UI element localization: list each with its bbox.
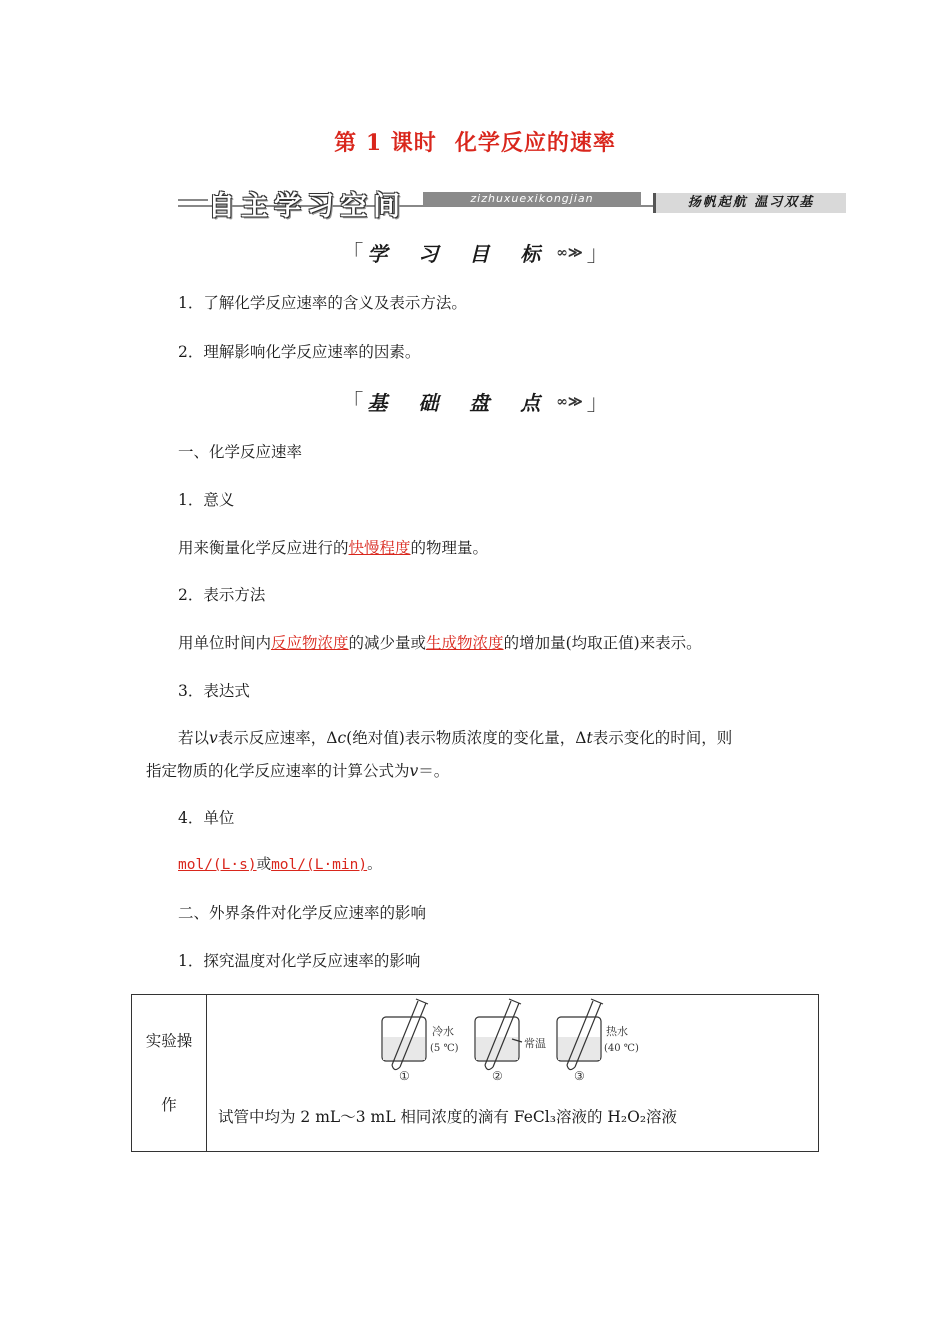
subheading-method: 2．表示方法 <box>178 586 266 604</box>
title-topic: 化学反应的速率 <box>454 130 616 156</box>
knot-icon: ∞≫ <box>556 393 583 410</box>
table-description: 试管中均为 2 mL～3 mL 相同浓度的滴有 FeCl₃溶液的 H₂O₂溶液 <box>218 1108 678 1126</box>
answer-blank: 快慢程度 <box>348 539 411 557</box>
banner-main-text: 自主学习空间 <box>208 191 406 222</box>
answer-blank: mol/(L·s) <box>178 857 257 873</box>
section-basics-heading: 「 基 础 盘 点 ∞≫ 」 <box>341 391 609 416</box>
label-cold-temp: (5 ℃) <box>430 1043 459 1054</box>
subheading-expression: 3．表达式 <box>178 682 250 700</box>
subheading-unit: 4．单位 <box>178 809 235 827</box>
part1-heading: 一、化学反应速率 <box>178 443 303 461</box>
experiment-table <box>131 994 819 1152</box>
expression-text-2: 指定物质的化学反应速率的计算公式为v＝。 <box>146 762 450 780</box>
subheading-meaning: 1．意义 <box>178 491 235 509</box>
answer-blank: 反应物浓度 <box>271 634 349 652</box>
part2-heading: 二、外界条件对化学反应速率的影响 <box>178 904 427 922</box>
label-hot-water: 热水 <box>606 1025 628 1038</box>
label-2: ② <box>492 1069 503 1083</box>
label-cold-water: 冷水 <box>432 1025 454 1038</box>
label-1: ① <box>399 1069 410 1083</box>
beakers-diagram <box>372 995 642 1091</box>
label-hot-temp: (40 ℃) <box>604 1043 639 1054</box>
beaker-3 <box>557 999 603 1070</box>
answer-blank: mol/(L·min) <box>271 857 368 873</box>
table-row-label: 实验操 作 <box>132 995 207 1151</box>
goal-item: 1．了解化学反应速率的含义及表示方法。 <box>178 294 467 312</box>
section-banner <box>178 186 846 222</box>
banner-pinyin: zizhuxuexikongjian <box>470 192 594 205</box>
knot-icon: ∞≫ <box>556 244 583 261</box>
label-3: ③ <box>574 1069 585 1083</box>
beaker-2 <box>475 999 522 1070</box>
expression-text-1: 若以v表示反应速率，Δc(绝对值)表示物质浓度的变化量，Δt表示变化的时间，则 <box>178 729 733 747</box>
title-lesson: 第 1 课时 <box>334 130 437 156</box>
method-text: 用单位时间内反应物浓度的减少量或生成物浓度的增加量(均取正值)来表示。 <box>178 634 702 652</box>
answer-blank: 生成物浓度 <box>426 634 504 652</box>
page-title <box>0 126 950 157</box>
subheading-temperature: 1．探究温度对化学反应速率的影响 <box>178 952 421 970</box>
goal-item: 2．理解影响化学反应速率的因素。 <box>178 343 421 361</box>
meaning-text: 用来衡量化学反应进行的快慢程度的物理量。 <box>178 539 489 557</box>
unit-text: mol/(L·s)或mol/(L·min)。 <box>178 857 382 873</box>
label-room-temp: 常温 <box>524 1037 546 1050</box>
section-goals-heading: 「 学 习 目 标 ∞≫ 」 <box>341 242 609 267</box>
beaker-1 <box>382 999 428 1070</box>
banner-right-tag: 扬帆起航 温习双基 <box>653 193 846 213</box>
